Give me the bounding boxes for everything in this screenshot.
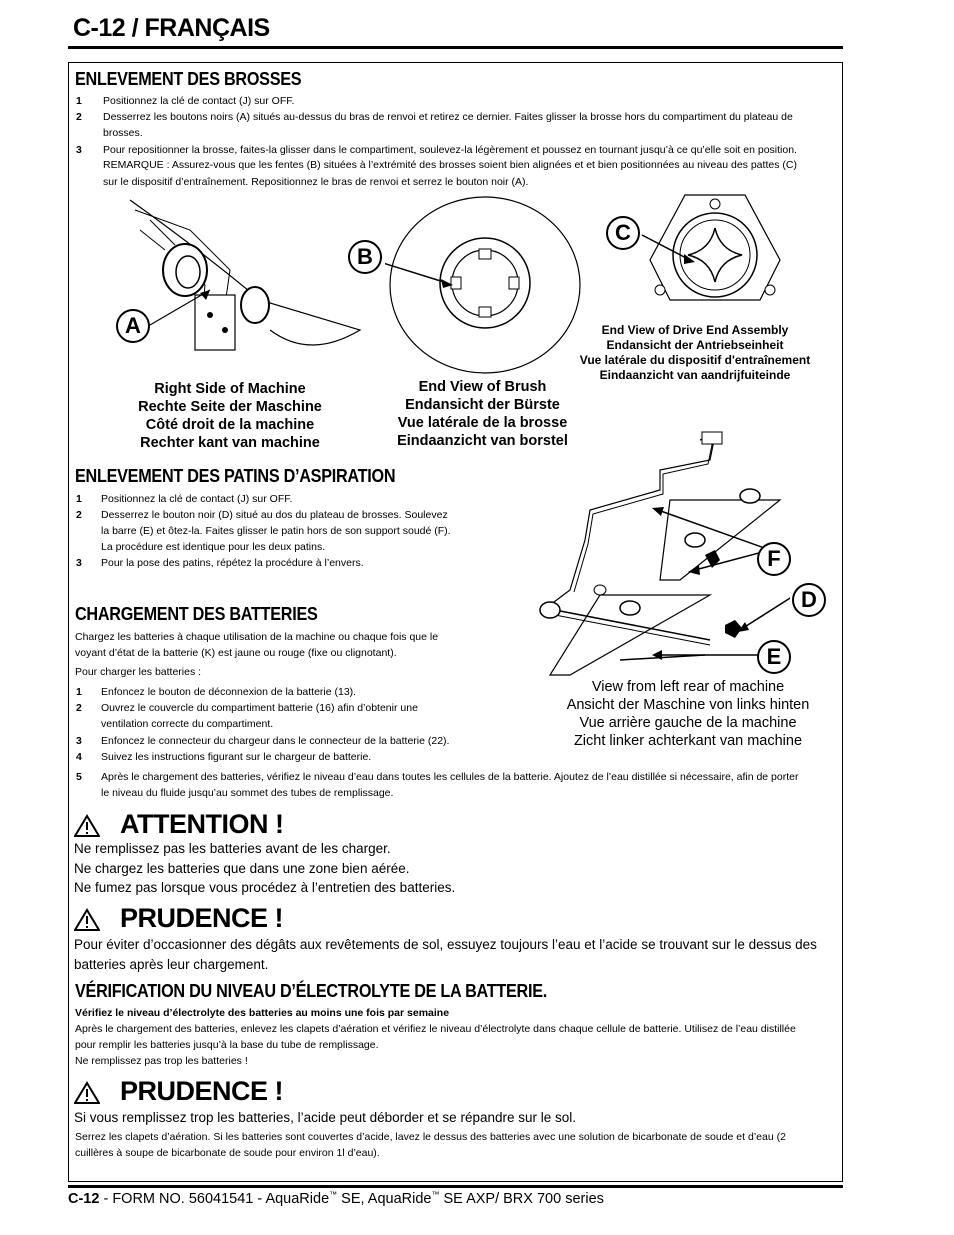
- paragraph: voyant d’état de la batterie (K) est jaune ou rouge (fixe ou clignotant).: [75, 647, 397, 659]
- step-text-cont: le niveau du fluide jusqu’au sommet des tubes de remplissage.: [101, 787, 394, 799]
- caption-right-side: [110, 380, 350, 452]
- trademark-mark: ™: [431, 1190, 440, 1199]
- paragraph: pour remplir les batteries jusqu’à la base du tube de remplissage.: [75, 1039, 379, 1051]
- step-number: 3: [76, 735, 82, 747]
- step-text: Après le chargement des batteries, vérifiez le niveau d’eau dans toutes les cellules de la batterie. Ajoutez de l’eau distillée si nécessaire, afin de porter: [101, 771, 799, 783]
- step-text: Positionnez la clé de contact (J) sur OFF.: [103, 95, 295, 107]
- step-text: Enfoncez le bouton de déconnexion de la batterie (13).: [101, 686, 357, 698]
- trademark-mark: ™: [329, 1190, 338, 1199]
- warning-line: Ne fumez pas lorsque vous procédez à l’entretien des batteries.: [74, 880, 456, 895]
- step-text: Ouvrez le couvercle du compartiment batterie (16) afin d’obtenir une: [101, 702, 418, 714]
- caption-line: View from left rear of machine: [591, 679, 785, 695]
- caution-title: PRUDENCE !: [120, 903, 284, 933]
- caption-line: Endansicht der Antriebseinheit: [606, 338, 784, 352]
- step-number: 2: [76, 702, 82, 714]
- step-text: Desserrez le bouton noir (D) situé au dos du plateau de brosses. Soulevez: [101, 509, 448, 521]
- step-text: Pour repositionner la brosse, faites-la glisser dans le compartiment, soulevez-la légèrement et poussez en tournant jusqu’à ce qu’elle soit en position.: [103, 144, 797, 156]
- step-number: 4: [76, 751, 82, 763]
- header-rule: [68, 46, 843, 49]
- remark: REMARQUE : Assurez-vous que les fentes (B) situées à l’extrémité des brosses soient bien alignées et et bien positionnées au niveau des pattes (C): [103, 159, 797, 171]
- step-number: 3: [76, 144, 82, 156]
- step-number: 1: [76, 686, 82, 698]
- step-text: Suivez les instructions figurant sur le chargeur de batterie.: [101, 751, 372, 763]
- caution-heading: [74, 1076, 283, 1107]
- caption-line: Vue latérale de la brosse: [397, 415, 568, 431]
- caption-line: Zicht linker achterkant van machine: [573, 733, 803, 749]
- warning-triangle-icon: [74, 908, 100, 932]
- caption-line: Côté droit de la machine: [145, 417, 315, 433]
- paragraph: Serrez les clapets d’aération. Si les batteries sont couvertes d’acide, lavez le dessus des batteries avec une solution de bicarbonate de soude et d’eau (2: [75, 1131, 786, 1143]
- caption-line: Vue latérale du dispositif d'entraînement: [579, 353, 811, 367]
- step-number: 2: [76, 111, 82, 123]
- section-title-squeegee: ENLEVEMENT DES PATINS D’ASPIRATION: [75, 466, 396, 486]
- caption-line: End View of Brush: [418, 379, 547, 395]
- step-text: Pour la pose des patins, répétez la procédure à l’envers.: [101, 557, 364, 569]
- callout-d: D: [792, 583, 826, 617]
- step-number: 3: [76, 557, 82, 569]
- section-title-electrolyte: VÉRIFICATION DU NIVEAU D’ÉLECTROLYTE DE LA BATTERIE.: [75, 981, 547, 1001]
- caption-line: Endansicht der Bürste: [405, 397, 560, 413]
- callout-e: E: [757, 640, 791, 674]
- caption-line: Ansicht der Maschine von links hinten: [566, 697, 810, 713]
- caution-line: Si vous remplissez trop les batteries, l’acide peut déborder et se répandre sur le sol.: [74, 1110, 577, 1125]
- step-text-cont: brosses.: [103, 127, 143, 139]
- step-number: 1: [76, 493, 82, 505]
- caption-left-rear: [548, 678, 828, 750]
- caption-drive-end: [560, 323, 830, 383]
- remark-cont: sur le dispositif d’entraînement. Repositionnez le bras de renvoi et serrez le bouton noir (A).: [103, 176, 529, 188]
- squeegee-assembly-illustration: [530, 430, 790, 680]
- warning-triangle-icon: [74, 1081, 100, 1105]
- step-text-cont: la barre (E) et ôtez-la. Faites glisser le patin hors de son support soudé (F).: [101, 525, 451, 537]
- callout-b: B: [348, 240, 382, 274]
- caution-title: PRUDENCE !: [120, 1076, 284, 1106]
- caption-line: Rechter kant van machine: [140, 435, 320, 451]
- brush-end-view-illustration: [385, 195, 585, 375]
- section-title-brushes: ENLEVEMENT DES BROSSES: [75, 69, 302, 89]
- footer-text: SE, AquaRide: [337, 1190, 432, 1207]
- drive-end-assembly-illustration: [640, 190, 790, 320]
- footer: [68, 1190, 604, 1207]
- caption-line: Eindaanzicht van borstel: [397, 433, 568, 449]
- page-title: C-12 / FRANÇAIS: [73, 14, 270, 42]
- caption-line: End View of Drive End Assembly: [601, 323, 789, 337]
- step-text-cont: La procédure est identique pour les deux patins.: [101, 541, 326, 553]
- callout-a: A: [116, 309, 150, 343]
- caution-heading: [74, 903, 283, 934]
- warning-heading: [74, 809, 283, 840]
- caption-line: Eindaanzicht van aandrijfuiteinde: [599, 368, 791, 382]
- step-number: 1: [76, 95, 82, 107]
- step-text: Positionnez la clé de contact (J) sur OFF.: [101, 493, 293, 505]
- caption-line: Rechte Seite der Maschine: [138, 399, 322, 415]
- step-number: 5: [76, 771, 82, 783]
- step-text: Enfoncez le connecteur du chargeur dans le connecteur de la batterie (22).: [101, 735, 450, 747]
- footer-text: - FORM NO. 56041541 - AquaRide: [99, 1190, 330, 1207]
- warning-line: Ne remplissez pas les batteries avant de les charger.: [74, 841, 391, 856]
- section-title-charging: CHARGEMENT DES BATTERIES: [75, 604, 318, 624]
- paragraph: cuillères à soupe de bicarbonate de soude pour environ 1l d’eau).: [75, 1147, 380, 1159]
- paragraph: Chargez les batteries à chaque utilisation de la machine ou chaque fois que le: [75, 631, 439, 643]
- caution-line: batteries après leur chargement.: [74, 957, 269, 972]
- caption-line: Right Side of Machine: [154, 381, 306, 397]
- callout-c: C: [606, 216, 640, 250]
- footer-page: C-12: [68, 1190, 100, 1207]
- step-text-cont: ventilation correcte du compartiment.: [101, 718, 274, 730]
- warning-line: Ne chargez les batteries que dans une zone bien aérée.: [74, 861, 410, 876]
- warning-triangle-icon: [74, 814, 100, 838]
- paragraph: Pour charger les batteries :: [75, 666, 202, 678]
- paragraph: Après le chargement des batteries, enlevez les clapets d’aération et vérifiez le niveau d’électrolyte dans chaque cellule de batterie. Utilisez de l’eau distillée: [75, 1023, 796, 1035]
- step-number: 2: [76, 509, 82, 521]
- paragraph: Ne remplissez pas trop les batteries !: [75, 1055, 248, 1067]
- step-text: Desserrez les boutons noirs (A) situés au-dessus du bras de renvoi et retirez ce dernier. Faites glisser la brosse hors du compartiment du plateau de: [103, 111, 793, 123]
- paragraph-bold: Vérifiez le niveau d’électrolyte des batteries au moins une fois par semaine: [75, 1007, 450, 1019]
- callout-f: F: [757, 542, 791, 576]
- footer-text: SE AXP/ BRX 700 series: [439, 1190, 604, 1207]
- warning-title: ATTENTION !: [120, 809, 284, 839]
- machine-right-side-illustration: [110, 190, 370, 380]
- caution-line: Pour éviter d’occasionner des dégâts aux revêtements de sol, essuyez toujours l’eau et l’acide se trouvant sur le dessus des: [74, 937, 817, 952]
- footer-rule: [68, 1185, 843, 1188]
- caption-line: Vue arrière gauche de la machine: [579, 715, 797, 731]
